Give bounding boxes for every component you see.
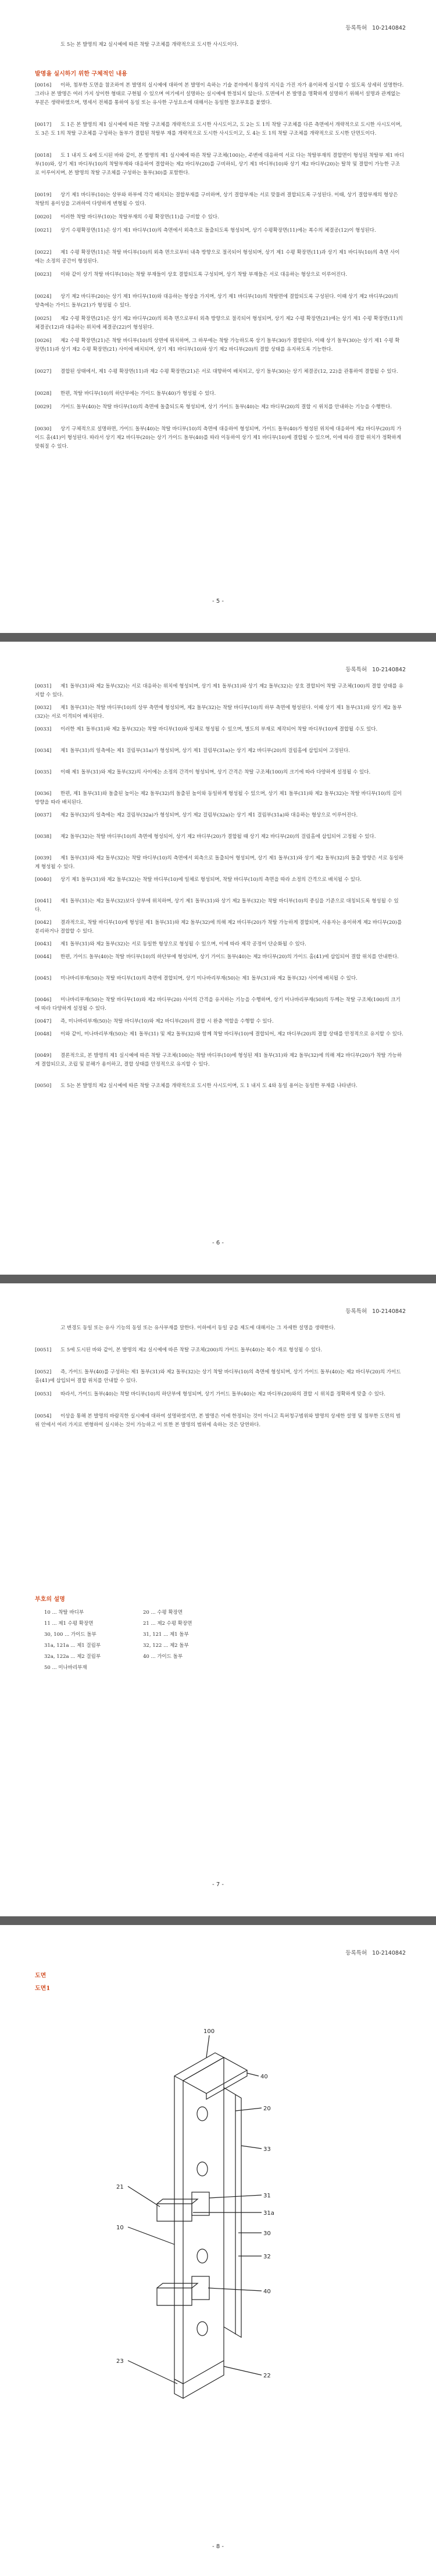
paragraph bbox=[35, 854, 404, 872]
paragraph-text: 제1 수평 확장면(11)은 착탈 바디부(10)의 외측 면으로부터 내측 방향으로 절곡되어 형성되며, 상기 제1 수평 확장면(11)과 상기 제1 바디부(10)의 측면 사이에는 소정의 공간이 형성된다. bbox=[35, 250, 400, 264]
page-footer: - 5 - bbox=[212, 598, 224, 605]
paragraph bbox=[35, 152, 404, 178]
paragraph-text: 도 1은 본 발명의 제1 실시예에 따른 착탈 구조체를 개략적으로 도시한 사시도이고, 도 2는 도 1의 착탈 구조체를 다른 측면에서 개략적으로 도시한 사시도이며, 도 3은 도 1의 착탈 구조체를 구성하는 돌부가 결합된 착탈부 재를 개략적으로 도시한 사시도이고, 도 4는 도 1의 착탈 구조체를 개략적으로 도시한 단면도이다. bbox=[35, 122, 402, 136]
page-header bbox=[342, 1948, 406, 1956]
paragraph-number: [0043] bbox=[35, 941, 52, 947]
paragraph-number: [0039] bbox=[35, 855, 52, 861]
paragraph-text: 도 1 내지 도 4에 도시된 바와 같이, 본 발명의 제1 실시예에 따른 착탈 구조체(100)는, 주변에 대응하여 서로 다는 착탈부재의 결합면이 형성된 착탈부 제1 바디부(10)와, 상기 제1 바디부(10)의 착탈부재와 대응하여 결합하는 제2 바디부(20)를 구비하되, 상기 제1 바디부(10)와 상기 제2 바디부(20)는 탈착 및 결합이 가능한 구조로 이루어지며, 본 발명의 착탈 구조체를 구성하는 돌부(30)를 포함한다. bbox=[35, 153, 404, 176]
paragraph-text: 이하, 첨부한 도면을 참조하여 본 발명의 실시예에 대하여 본 발명이 속하는 기술 분야에서 통상의 지식을 가진 자가 용이하게 실시할 수 있도록 상세히 설명한다. 그러나 본 발명은 여러 가지 상이한 형태로 구현될 수 있으며 여기에서 설명하는 실시예에 한정되지 않는다. 도면에서 본 발명을 명확하게 설명하기 위해서 설명과 관계없는 부분은 생략하였으며, 명세서 전체를 통하여 동일 또는 유사한 구성요소에 대해서는 동일한 참조부호를 붙였다. bbox=[35, 82, 404, 106]
paragraph-text: 제1 돌부(31)의 일측에는 제1 걸림부(31a)가 형성되며, 상기 제1 걸림부(31a)는 상기 제2 바디부(20)의 걸림홈에 삽입되어 고정된다. bbox=[60, 748, 350, 754]
paragraph-number: [0033] bbox=[35, 726, 52, 732]
paragraph-number: [0054] bbox=[35, 1413, 52, 1419]
paragraph-text: 제1 돌부(31)는 착탈 바디부(10)의 상부 측면에 형성되며, 제2 돌부(32)는 착탈 바디부(10)의 하부 측면에 형성된다. 이때 상기 제1 돌부(31)와 상기 제2 돌부(32)는 서로 이격되어 배치된다. bbox=[35, 705, 402, 719]
paragraph-number: [0038] bbox=[35, 834, 52, 840]
paragraph-text: 고 변경도 동일 또는 유사 기능의 동일 또는 유사부재를 말한다. 이하에서 동일 궁을 제도에 대해서는 그 자세한 설명을 생략한다. bbox=[60, 1325, 335, 1331]
paragraph bbox=[35, 1368, 404, 1386]
paragraph-text: 한편, 착탈 바디부(10)의 하단부에는 가이드 돌부(40)가 형성될 수 있다. bbox=[60, 391, 216, 397]
paragraph-text: 제1 돌부(31)와 제2 돌부(32)는 착탈 바디부(10)의 측면에서 외측으로 돌출되어 형성되며, 상기 제1 돌부(31)와 상기 제2 돌부(32)의 돌출 방향은 서로 동일하게 형성될 수 있다. bbox=[35, 855, 403, 870]
document-page-6 bbox=[0, 642, 436, 1275]
paragraph bbox=[35, 226, 404, 235]
paragraph-text: 즉, 가이드 돌부(40)를 구성하는 제1 돌부(31)와 제2 돌부(32)는 상기 착탈 바디부(10)의 측면에 형성되며, 상기 가이드 돌부(40)는 제2 바디부(20)의 가이드 홈(41)에 삽입되어 결합 위치를 안내할 수 있다. bbox=[35, 1369, 401, 1384]
figure-label: 40 bbox=[260, 2074, 268, 2080]
paragraph bbox=[35, 996, 404, 1013]
paragraph-number: [0045] bbox=[35, 976, 52, 981]
figure-label: 40 bbox=[263, 2289, 271, 2295]
paragraph bbox=[35, 425, 404, 451]
paragraph-text: 이와 같이, 미나바리부재(50)는 제1 돌부(31) 및 제2 돌부(32)와 함께 착탈 바디부(10)에 결합되어, 제2 바디부(20)의 결합 상태를 안정적으로 유지할 수 있다. bbox=[60, 1031, 403, 1037]
paragraph-number: [0020] bbox=[35, 214, 52, 220]
paragraph-text: 가이드 돌부(40)는 착탈 바디부(10)의 측면에 돌출되도록 형성되며, 상기 가이드 돌부(40)는 제2 바디부(20)의 결합 시 위치를 안내하는 기능을 수행한다. bbox=[60, 404, 392, 410]
paragraph bbox=[35, 704, 404, 721]
reference-item: 20 ... 수평 확장면 bbox=[143, 1610, 183, 1616]
paragraph-text: 따라서, 가이드 돌부(40)는 착탈 바디부(10)의 하단부에 형성되며, 상기 가이드 돌부(40)는 제2 바디부(20)와의 결합 시 위치를 정확하게 맞출 수 있다. bbox=[60, 1391, 385, 1397]
paragraph-text: 결론적으로, 본 발명의 제1 실시예에 따른 착탈 구조체(100)는 착탈 바디부(10)에 형성된 제1 돌부(31)와 제2 돌부(32)에 의해 제2 바디부(20)가 착탈 가능하게 결합되므로, 조립 및 분해가 용이하고, 결합 상태를 안정적으로 유지할 수 있다. bbox=[35, 1053, 402, 1067]
paragraph-number: [0047] bbox=[35, 1019, 52, 1024]
paragraph-text: 한편, 제1 돌부(31)와 돌출된 높이는 제2 돌부(32)의 돌출된 높이와 동일하게 형성될 수 있으며, 상기 제1 돌부(31)와 제2 돌부(32)는 착탈 바디부(10)의 길이 방향을 따라 배치된다. bbox=[35, 791, 402, 805]
paragraph bbox=[35, 81, 404, 107]
paragraph bbox=[35, 271, 404, 279]
header-number: 10-2140842 bbox=[372, 25, 406, 31]
hole bbox=[197, 2249, 208, 2263]
paragraph-text: 제2 돌부(32)의 일측에는 제2 걸림부(32a)가 형성되며, 상기 제2 걸림부(32a)는 상기 제1 걸림부(31a)와 대응하는 형상으로 이루어진다. bbox=[60, 812, 358, 818]
paragraph-number: [0025] bbox=[35, 316, 52, 322]
paragraph bbox=[35, 940, 404, 949]
paragraph-number: [0052] bbox=[35, 1369, 52, 1375]
figure-label: 22 bbox=[263, 2373, 271, 2379]
document-page-8 bbox=[0, 1925, 436, 2576]
paragraph-text: 상기 제1 돌부(31)와 제2 돌부(32)는 착탈 바디부(10)에 일체로 형성되며, 착탈 바디부(10)의 측면을 따라 소정의 간격으로 배치될 수 있다. bbox=[60, 877, 362, 883]
paragraph-number: [0041] bbox=[35, 898, 52, 904]
paragraph-text: 이상을 통해 본 발명의 바람직한 실시예에 대하여 설명하였지만, 본 발명은 이에 한정되는 것이 아니고 특허청구범위와 발명의 상세한 설명 및 첨부한 도면의 범위 안에서 여러 가지로 변형하여 실시하는 것이 가능하고 이 또한 본 발명의 범위에 속하는 것은 당연하다. bbox=[35, 1413, 401, 1428]
paragraph-text: 제1 돌부(31)는 제2 돌부(32)보다 상부에 위치하며, 상기 제1 돌부(31)와 상기 제2 돌부(32)는 착탈 바디부(10)의 중심을 기준으로 대칭되도록 형성될 수 있다. bbox=[35, 898, 399, 913]
paragraph-number: [0036] bbox=[35, 791, 52, 797]
top-flange bbox=[183, 2057, 247, 2093]
reference-row bbox=[44, 1620, 192, 1627]
page-footer: - 6 - bbox=[212, 1240, 224, 1246]
paragraph bbox=[35, 953, 404, 962]
reference-row bbox=[44, 1653, 183, 1660]
paragraph bbox=[35, 1030, 404, 1039]
figure-label: 32 bbox=[263, 2254, 271, 2260]
paragraph-text: 이러한 착탈 바디부(10)는 착탈부재의 수평 확장면(11)을 구비할 수 있다. bbox=[60, 214, 219, 220]
paragraph bbox=[35, 337, 404, 354]
paragraph bbox=[35, 121, 404, 138]
header-number: 10-2140842 bbox=[372, 1950, 406, 1956]
paragraph-number: [0034] bbox=[35, 748, 52, 754]
paragraph-text: 제2 수평 확장면(21)은 착탈 바디부(10)의 상면에 위치하며, 그 하부에는 착탈 가능하도록 상기 돌부(30)가 결합된다. 이때 상기 돌부(30)는 상기 제1 수평 확장면(11)과 상기 제2 수평 확장면(21) 사이에 배치되며, 상기 제1 바디부(10)와 상기 제2 바디부(20)의 결합 상태를 유지하도록 기능한다. bbox=[35, 338, 400, 352]
paragraph bbox=[35, 191, 404, 208]
reference-row bbox=[44, 1631, 189, 1638]
paragraph bbox=[35, 403, 404, 412]
page-header bbox=[342, 665, 406, 673]
document-page-5 bbox=[0, 0, 436, 633]
document-page-7 bbox=[0, 1283, 436, 1916]
paragraph-text: 한편, 가이드 돌부(40)는 착탈 바디부(10)의 하단부에 형성되며, 상기 가이드 돌부(40)는 제2 바디부(20)의 가이드 홈(41)에 삽입되어 결합 위치를 안내한다. bbox=[60, 954, 399, 960]
paragraph-number: [0027] bbox=[35, 369, 52, 375]
header-label: 등록특허 bbox=[345, 667, 367, 673]
paragraph-number: [0022] bbox=[35, 250, 52, 256]
paragraph bbox=[35, 213, 404, 222]
paragraph bbox=[35, 293, 404, 310]
figure-label: 31a bbox=[263, 2210, 274, 2217]
paragraph bbox=[35, 315, 404, 332]
paragraph-text: 상기 제1 바디부(10)는 상부와 하부에 각각 배치되는 결합부재를 구비하며, 상기 결합부재는 서로 맞물려 결합되도록 구성된다. 이때, 상기 결합부재의 형상은 착탈의 용이성을 고려하여 다양하게 변형될 수 있다. bbox=[35, 192, 398, 207]
paragraph-number: [0042] bbox=[35, 920, 52, 926]
figure-label: 31 bbox=[263, 2193, 271, 2199]
paragraph-number: [0030] bbox=[35, 426, 52, 432]
figure-label: 20 bbox=[263, 2106, 271, 2112]
figure-label: 33 bbox=[263, 2146, 271, 2153]
paragraph-number: [0044] bbox=[35, 954, 52, 960]
paragraph-text: 도 5는 본 발명의 제2 실시예에 따른 착탈 구조체를 개략적으로 도시한 사시도이며, 도 1 내지 도 4와 동일 용어는 동일한 부재를 나타낸다. bbox=[60, 1083, 358, 1089]
paragraph bbox=[35, 682, 404, 700]
reference-row bbox=[44, 1609, 183, 1616]
paragraph-number: [0046] bbox=[35, 997, 52, 1003]
reference-item: 30, 100 ... 가이드 돌부 bbox=[44, 1632, 97, 1638]
slot bbox=[192, 2276, 209, 2300]
paragraph-number: [0035] bbox=[35, 769, 52, 775]
hole bbox=[197, 2162, 208, 2176]
paragraph bbox=[35, 1052, 404, 1069]
figure-label: 23 bbox=[116, 2358, 124, 2365]
header-label: 등록특허 bbox=[345, 25, 367, 31]
reference-item: 10 ... 착탈 바디부 bbox=[44, 1610, 84, 1616]
paragraph-text: 상기 수평확장면(11)은 상기 제1 바디부(10)의 측면에서 외측으로 돌출되도록 형성되며, 상기 수평확장면(11)에는 복수의 체결공(12)이 형성된다. bbox=[60, 228, 376, 233]
header-number: 10-2140842 bbox=[372, 667, 406, 673]
paragraph-text: 도 5는 본 발명의 제2 실시예에 따른 착탈 구조체를 개략적으로 도시한 사시도이다. bbox=[60, 42, 238, 48]
page-footer: - 7 - bbox=[212, 1881, 224, 1888]
hole bbox=[197, 2322, 208, 2336]
reference-item: 32, 122 ... 제2 돌부 bbox=[143, 1643, 189, 1649]
paragraph bbox=[35, 1082, 404, 1091]
paragraph bbox=[35, 1017, 404, 1026]
paragraph-number: [0040] bbox=[35, 877, 52, 883]
paragraph-number: [0019] bbox=[35, 192, 52, 198]
paragraph-number: [0017] bbox=[35, 122, 52, 128]
paragraph bbox=[35, 833, 404, 841]
section-heading: 발명을 실시하기 위한 구체적인 내용 bbox=[35, 71, 127, 77]
paragraph-number: [0037] bbox=[35, 812, 52, 818]
paragraph-number: [0032] bbox=[35, 705, 52, 711]
paragraph bbox=[35, 1412, 404, 1430]
drawings-label: 도면 bbox=[35, 1973, 47, 1979]
paragraph-text: 제1 돌부(31)와 제2 돌부(32)는 서로 동일한 형상으로 형성될 수 있으며, 이에 따라 제작 공정이 단순화될 수 있다. bbox=[60, 941, 306, 947]
paragraph bbox=[35, 790, 404, 807]
paragraph bbox=[35, 249, 404, 266]
slot bbox=[192, 2192, 209, 2215]
reference-item: 50 ... 미나바리부재 bbox=[44, 1665, 87, 1671]
hole bbox=[197, 2107, 208, 2121]
figure-label: 30 bbox=[263, 2230, 271, 2237]
paragraph-number: [0031] bbox=[35, 683, 52, 689]
paragraph bbox=[35, 368, 404, 376]
paragraph-number: [0029] bbox=[35, 404, 52, 410]
figure-label: 21 bbox=[116, 2184, 124, 2190]
reference-item: 32a, 122a ... 제2 걸림부 bbox=[44, 1654, 101, 1660]
paragraph bbox=[35, 811, 404, 820]
paragraph-text: 미나바리부재(50)는 착탈 바디부(10)의 측면에 결합되며, 상기 미나바리부재(50)는 제1 돌부(31)와 제2 돌부(32) 사이에 배치될 수 있다. bbox=[60, 976, 358, 981]
figure-label: 100 bbox=[203, 2028, 215, 2035]
paragraph-number: [0024] bbox=[35, 294, 52, 300]
reference-item: 31a, 121a ... 제1 걸림부 bbox=[44, 1643, 101, 1649]
paragraph bbox=[35, 1390, 404, 1399]
reference-row bbox=[44, 1664, 87, 1671]
paragraph-text: 이와 같이 상기 착탈 바디부(10)는 착탈 부재들이 상호 결합되도록 구성되며, 상기 착탈 부재들은 서로 대응하는 형상으로 이루어진다. bbox=[60, 272, 348, 278]
reference-item: 40 ... 가이드 돌부 bbox=[143, 1654, 183, 1660]
reference-item: 21 ... 제2 수평 확장면 bbox=[143, 1621, 192, 1627]
reference-item: 31, 121 ... 제1 돌부 bbox=[143, 1632, 189, 1638]
paragraph-number: [0050] bbox=[35, 1083, 52, 1089]
header-label: 등록특허 bbox=[345, 1308, 367, 1315]
paragraph-number: [0026] bbox=[35, 338, 52, 344]
paragraph-number: [0018] bbox=[35, 153, 52, 159]
reference-item: 11 ... 제1 수평 확장면 bbox=[44, 1621, 94, 1627]
page-footer: - 8 - bbox=[212, 2543, 224, 2550]
paragraph bbox=[35, 390, 404, 398]
paragraph-text: 이때 제1 돌부(31)와 제2 돌부(32)의 사이에는 소정의 간격이 형성되며, 상기 간격은 착탈 구조체(100)의 크기에 따라 다양하게 설정될 수 있다. bbox=[60, 769, 371, 775]
paragraph-number: [0048] bbox=[35, 1031, 52, 1037]
paragraph bbox=[35, 974, 404, 983]
paragraph-text: 제2 수평 확장면(21)은 상기 제2 바디부(20)의 외측 면으로부터 외측 방향으로 절곡되어 형성되며, 상기 제2 수평 확장면(21)에는 상기 제1 수평 확장면(11)의 체결공(12)과 대응하는 위치에 체결공(22)이 형성된다. bbox=[35, 316, 403, 330]
page-header bbox=[342, 1307, 406, 1315]
paragraph-text: 상기 구체적으로 설명하면, 가이드 돌부(40)는 착탈 바디부(10)의 측면에 대응하여 형성되며, 가이드 돌부(40)가 형성된 위치에 대응하여 제2 바디부(20)의 가이드 홈(41)이 형성된다. 따라서 상기 제2 바디부(20)는 상기 가이드 돌부(40)를 따라 이동하여 상기 제1 바디부(10)에 결합될 수 있으며, 이에 따라 결합 위치가 정확하게 맞춰질 수 있다. bbox=[35, 426, 402, 449]
intro-paragraph bbox=[35, 41, 404, 49]
paragraph-text: 미나바리부재(50)는 착탈 바디부(10)와 제2 바디부(20) 사이의 간격을 유지하는 기능을 수행하며, 상기 미나바리부재(50)의 두께는 착탈 구조체(100)의 크기에 따라 다양하게 설정될 수 있다. bbox=[35, 997, 401, 1012]
paragraph-text: 즉, 미나바리부재(50)는 착탈 바디부(10)와 제2 바디부(20)의 결합 시 완충 역할을 수행할 수 있다. bbox=[60, 1019, 274, 1024]
figure-1-label: 도면1 bbox=[35, 1985, 51, 1992]
paragraph-number: [0023] bbox=[35, 272, 52, 278]
paragraph bbox=[35, 768, 404, 777]
paragraph-text: 도 5에 도시된 바와 같이, 본 발명의 제2 실시예에 따른 착탈 구조체(200)의 가이드 돌부(40)는 복수 개로 형성될 수 있다. bbox=[60, 1347, 323, 1353]
reference-row bbox=[44, 1642, 189, 1649]
patent-figure-1 bbox=[105, 2012, 296, 2430]
paragraph-text: 제2 돌부(32)는 착탈 바디부(10)의 측면에 형성되어, 상기 제2 바디부(20)가 결합될 때 상기 제2 바디부(20)의 걸림홈에 삽입되어 고정될 수 있다. bbox=[60, 834, 376, 840]
paragraph-text: 결과적으로, 착탈 바디부(10)에 형성된 제1 돌부(31)와 제2 돌부(32)에 의해 제2 바디부(20)가 착탈 가능하게 결합되며, 사용자는 용이하게 제2 바디부(20)를 분리하거나 결합할 수 있다. bbox=[35, 920, 402, 934]
paragraph-text: 결합된 상태에서, 제1 수평 확장면(11)과 제2 수평 확장면(21)은 서로 대향하여 배치되고, 상기 돌부(30)는 상기 체결공(12, 22)을 관통하여 결합될 수 있다. bbox=[60, 369, 398, 375]
reference-heading: 부호의 설명 bbox=[35, 1596, 65, 1603]
bottom-foot bbox=[174, 2379, 183, 2398]
paragraph-number: [0016] bbox=[35, 82, 52, 88]
paragraph-text: 이러한 제1 돌부(31)와 제2 돌부(32)는 착탈 바디부(10)와 일체로 형성될 수 있으며, 별도의 부재로 제작되어 착탈 바디부(10)에 결합될 수도 있다. bbox=[60, 726, 378, 732]
paragraph bbox=[35, 1324, 404, 1333]
paragraph bbox=[35, 876, 404, 884]
paragraph-number: [0021] bbox=[35, 228, 52, 233]
paragraph-number: [0053] bbox=[35, 1391, 52, 1397]
paragraph-number: [0051] bbox=[35, 1347, 52, 1353]
figure-label: 10 bbox=[116, 2225, 124, 2231]
paragraph-number: [0049] bbox=[35, 1053, 52, 1059]
paragraph-text: 제1 돌부(31)와 제2 돌부(32)는 서로 대응하는 위치에 형성되며, 상기 제1 돌부(31)와 상기 제2 돌부(32)는 상호 결합되어 착탈 구조체(100)의 결합 상태를 유지할 수 있다. bbox=[35, 683, 403, 698]
paragraph bbox=[35, 897, 404, 915]
header-number: 10-2140842 bbox=[372, 1308, 406, 1315]
paragraph bbox=[35, 1346, 404, 1355]
paragraph-text: 상기 제2 바디부(20)는 상기 제1 바디부(10)와 대응하는 형상을 가지며, 상기 제1 바디부(10)의 착탈면에 결합되도록 구성된다. 이때 상기 제2 바디부(20)의 양측에는 가이드 돌부(21)가 형성될 수 있다. bbox=[35, 294, 398, 308]
paragraph bbox=[35, 919, 404, 936]
paragraph bbox=[35, 747, 404, 755]
header-label: 등록특허 bbox=[345, 1950, 367, 1956]
paragraph-number: [0028] bbox=[35, 391, 52, 397]
paragraph bbox=[35, 725, 404, 734]
page-header bbox=[342, 23, 406, 31]
